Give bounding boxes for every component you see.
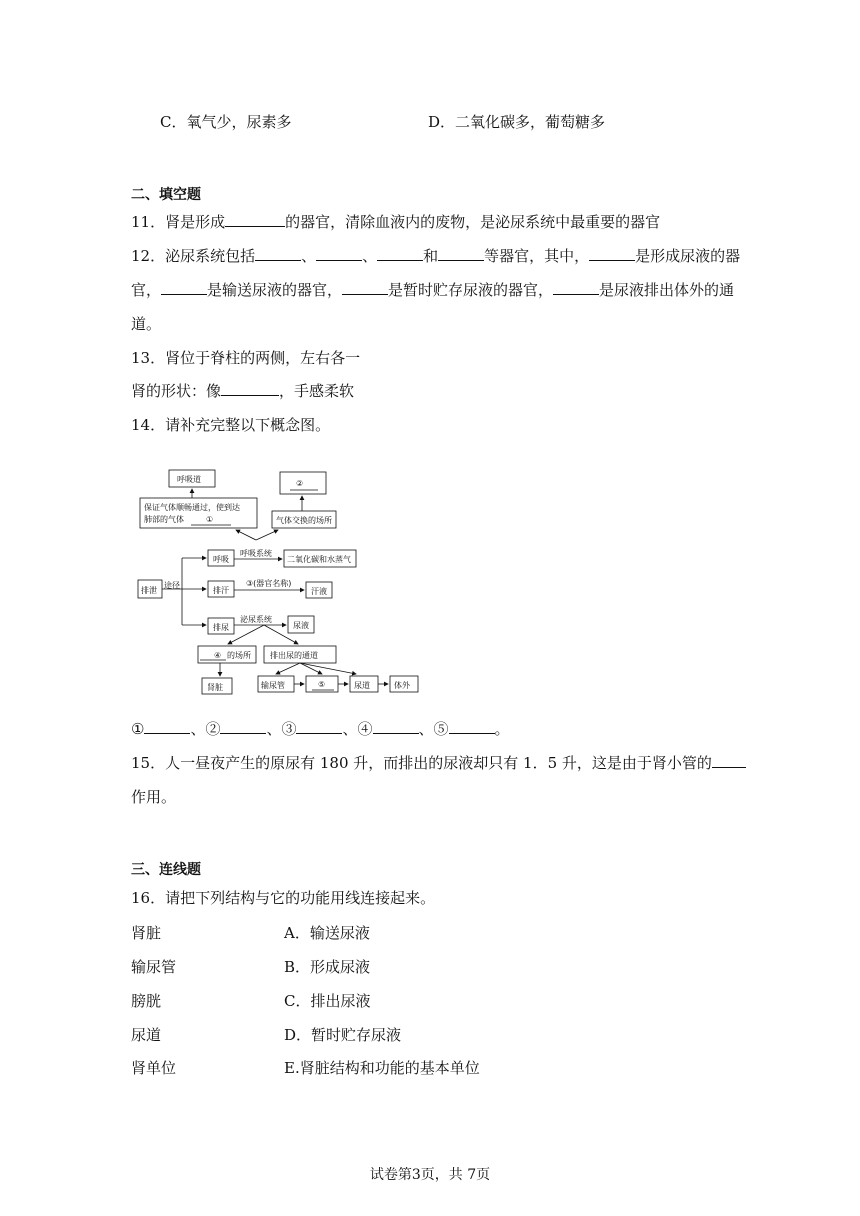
- label-circle3: ③(器官名称): [246, 579, 292, 588]
- label-huxidao: 呼吸道: [177, 475, 201, 484]
- match-left-item: 肾单位: [131, 1059, 177, 1077]
- match-right-item: D．暂时贮存尿液: [284, 1026, 402, 1044]
- match-left-item: 肾脏: [131, 924, 162, 942]
- label-paichu: 排出尿的通道: [270, 651, 318, 660]
- label-baozheng1: 保证气体顺畅通过，使到达: [144, 503, 240, 512]
- label-paihan: 排汗: [213, 586, 229, 595]
- section-title-matching: 三、连线题: [131, 862, 201, 878]
- label-huxixitong: 呼吸系统: [240, 549, 272, 558]
- label-shenzang: 肾脏: [207, 683, 223, 692]
- question-15-line1: 15．人一昼夜产生的原尿有 180 升，而排出的尿液却只有 1．5 升，这是由于肾小管的: [131, 753, 746, 773]
- match-right-item: E.肾脏结构和功能的基本单位: [284, 1059, 480, 1077]
- page-footer: 试卷第3页，共 7页: [369, 1167, 491, 1183]
- label-painiao: 排尿: [213, 623, 229, 632]
- option-c: C．氧气少，尿素多: [160, 113, 292, 131]
- label-tiwai: 体外: [394, 681, 410, 690]
- label-shuniaoguan: 输尿管: [261, 681, 285, 690]
- match-right-item: B．形成尿液: [284, 958, 371, 976]
- label-dechangsuo: 的场所: [227, 651, 251, 660]
- question-12-line2: 官， 是输送尿液的器官， 是暂时贮存尿液的器官， 是尿液排出体外的通: [131, 281, 735, 299]
- label-circle1: ①: [206, 515, 214, 524]
- section-title-fill-in: 二、填空题: [131, 187, 201, 203]
- question-12-line1: 12．泌尿系统包括 、 、 和 等器官，其中， 是形成尿液的器: [131, 247, 741, 265]
- label-circle4: ④: [214, 651, 222, 660]
- label-tujing: 途径: [164, 581, 180, 590]
- question-15-line2: 作用。: [131, 788, 177, 806]
- label-niaoye: 尿液: [293, 621, 309, 630]
- option-d: D．二氧化碳多，葡萄糖多: [428, 113, 606, 131]
- match-right-item: A．输送尿液: [284, 924, 370, 942]
- match-left-item: 输尿管: [131, 958, 177, 976]
- label-circle5: ⑤: [318, 680, 326, 689]
- label-niaodao: 尿道: [354, 681, 370, 690]
- match-left-item: 尿道: [131, 1026, 162, 1044]
- match-right-item: C．排出尿液: [284, 992, 371, 1010]
- match-left-item: 膀胱: [131, 992, 162, 1010]
- question-16-stem: 16．请把下列结构与它的功能用线连接起来。: [131, 889, 436, 907]
- question-11: 11．肾是形成 的器官，清除血液内的废物，是泌尿系统中最重要的器官: [131, 213, 661, 231]
- question-13-line1: 13．肾位于脊柱的两侧，左右各一: [131, 349, 361, 367]
- label-co2: 二氧化碳和水蒸气: [287, 555, 351, 564]
- label-huxi: 呼吸: [213, 555, 229, 564]
- label-qiti: 气体交换的场所: [276, 516, 332, 525]
- label-circle2: ②: [296, 479, 304, 488]
- question-12-line3: 道。: [131, 315, 162, 333]
- question-13-line2: 肾的形状：像 ，手感柔软: [131, 382, 355, 400]
- label-miniao: 泌尿系统: [240, 615, 272, 624]
- label-baozheng2: 肺部的气体: [144, 515, 184, 524]
- concept-diagram: [136, 462, 426, 698]
- label-paixie: 排泄: [141, 586, 157, 595]
- label-hanye: 汗液: [311, 587, 327, 596]
- question-14-stem: 14．请补充完整以下概念图。: [131, 416, 331, 434]
- question-14-answers: ① 、② 、③ 、④ 、⑤ 。: [131, 720, 510, 738]
